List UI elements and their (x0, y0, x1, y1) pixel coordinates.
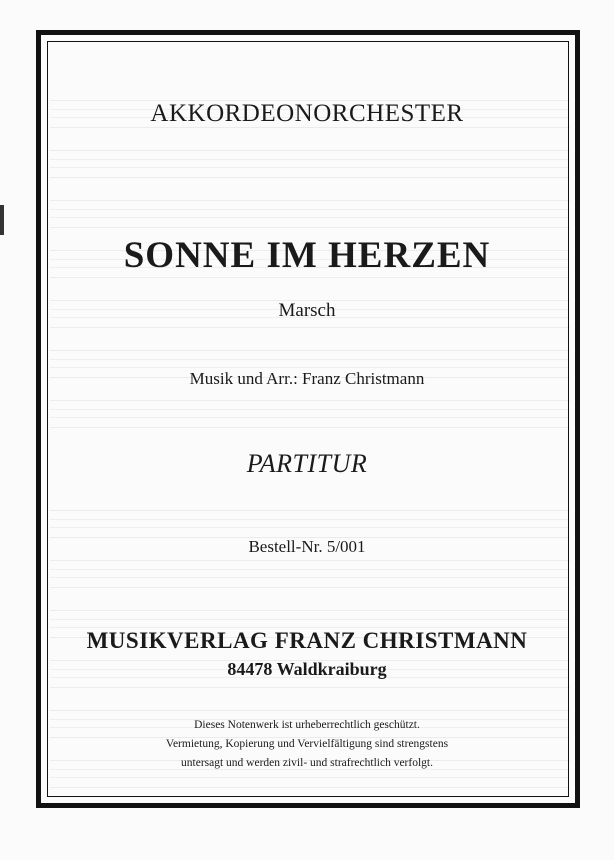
publisher-name: MUSIKVERLAG FRANZ CHRISTMANN (86, 628, 528, 653)
piece-genre: Marsch (278, 300, 336, 321)
piece-title: SONNE IM HERZEN (123, 235, 491, 276)
score-type-label: PARTITUR (246, 449, 368, 478)
composer-credit: Musik und Arr.: Franz Christmann (189, 369, 425, 388)
copyright-line-2: Vermietung, Kopierung und Vervielfältigung sind strengstens (165, 738, 449, 750)
publisher-address: 84478 Waldkraiburg (227, 659, 387, 679)
copyright-line-1: Dieses Notenwerk ist urheberrechtlich geschützt. (194, 719, 420, 731)
copyright-line-3: untersagt und werden zivil- und strafrechtlich verfolgt. (181, 757, 433, 769)
cover-border-frame (36, 30, 580, 808)
order-number: Bestell-Nr. 5/001 (248, 537, 366, 556)
cover-inner-frame (47, 41, 569, 797)
ensemble-heading: AKKORDEONORCHESTER (150, 100, 464, 127)
binding-edge-mark (0, 205, 4, 235)
copyright-notice (0, 716, 614, 773)
